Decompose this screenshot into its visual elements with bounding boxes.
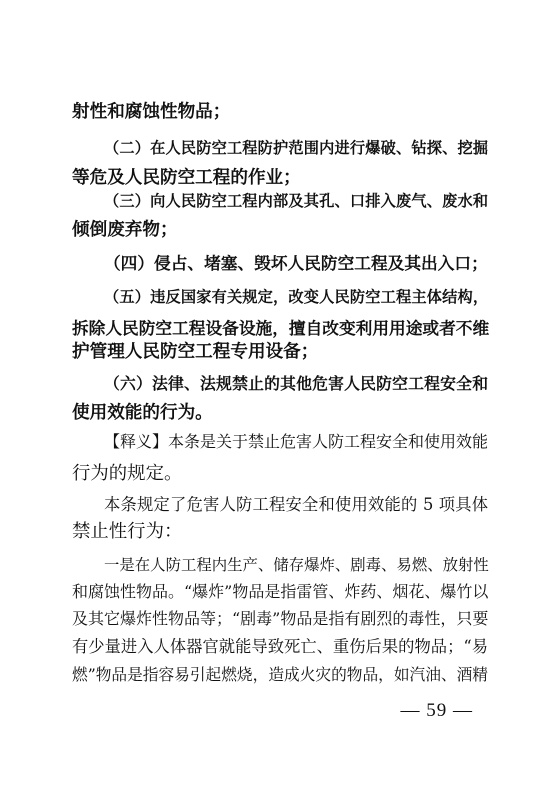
text-line: （六）法律、法规禁止的其他危害人民防空工程安全和 — [104, 374, 488, 393]
text-line: （四）侵占、堵塞、毁坏人民防空工程及其出入口； — [104, 253, 488, 273]
text-line: 护管理人民防空工程专用设备； — [72, 342, 319, 362]
text-line: 拆除人民防空工程设备设施，擅自改变利用用途或者不维 — [72, 318, 490, 338]
text-line: 射性和腐蚀性物品； — [72, 102, 231, 122]
text-line: （二）在人民防空工程防护范围内进行爆破、钻探、挖掘 — [104, 139, 488, 157]
text-line: 有少量进入人体器官就能导致死亡、重伤后果的物品；“易 — [72, 637, 488, 656]
text-line: 本条规定了危害人防工程安全和使用效能的 5 项具体 — [104, 495, 488, 514]
text-line: 【释义】本条是关于禁止危害人防工程安全和使用效能 — [104, 432, 489, 451]
text-line: 倾倒废弃物； — [72, 220, 178, 240]
text-line: 禁止性行为： — [72, 521, 183, 542]
text-line: 及其它爆炸性物品等；“剧毒”物品是指有剧烈的毒性，只要 — [72, 609, 489, 628]
page-number: — 59 — — [400, 700, 473, 721]
text-line: 等危及人民防空工程的作业； — [72, 168, 301, 188]
text-line: 行为的规定。 — [72, 463, 183, 484]
text-line: 和腐蚀性物品。“爆炸”物品是指雷管、炸药、烟花、爆竹以 — [72, 582, 489, 601]
text-line: （三）向人民防空工程内部及其孔、口排入废气、废水和 — [104, 192, 488, 210]
text-line: （五）违反国家有关规定，改变人民防空工程主体结构， — [104, 288, 488, 306]
text-line: 使用效能的行为。 — [72, 403, 213, 423]
text-line: 燃”物品是指容易引起燃烧，造成火灾的物品，如汽油、酒精 — [72, 665, 488, 684]
text-line: 一是在人防工程内生产、储存爆炸、剧毒、易燃、放射性 — [104, 556, 489, 574]
